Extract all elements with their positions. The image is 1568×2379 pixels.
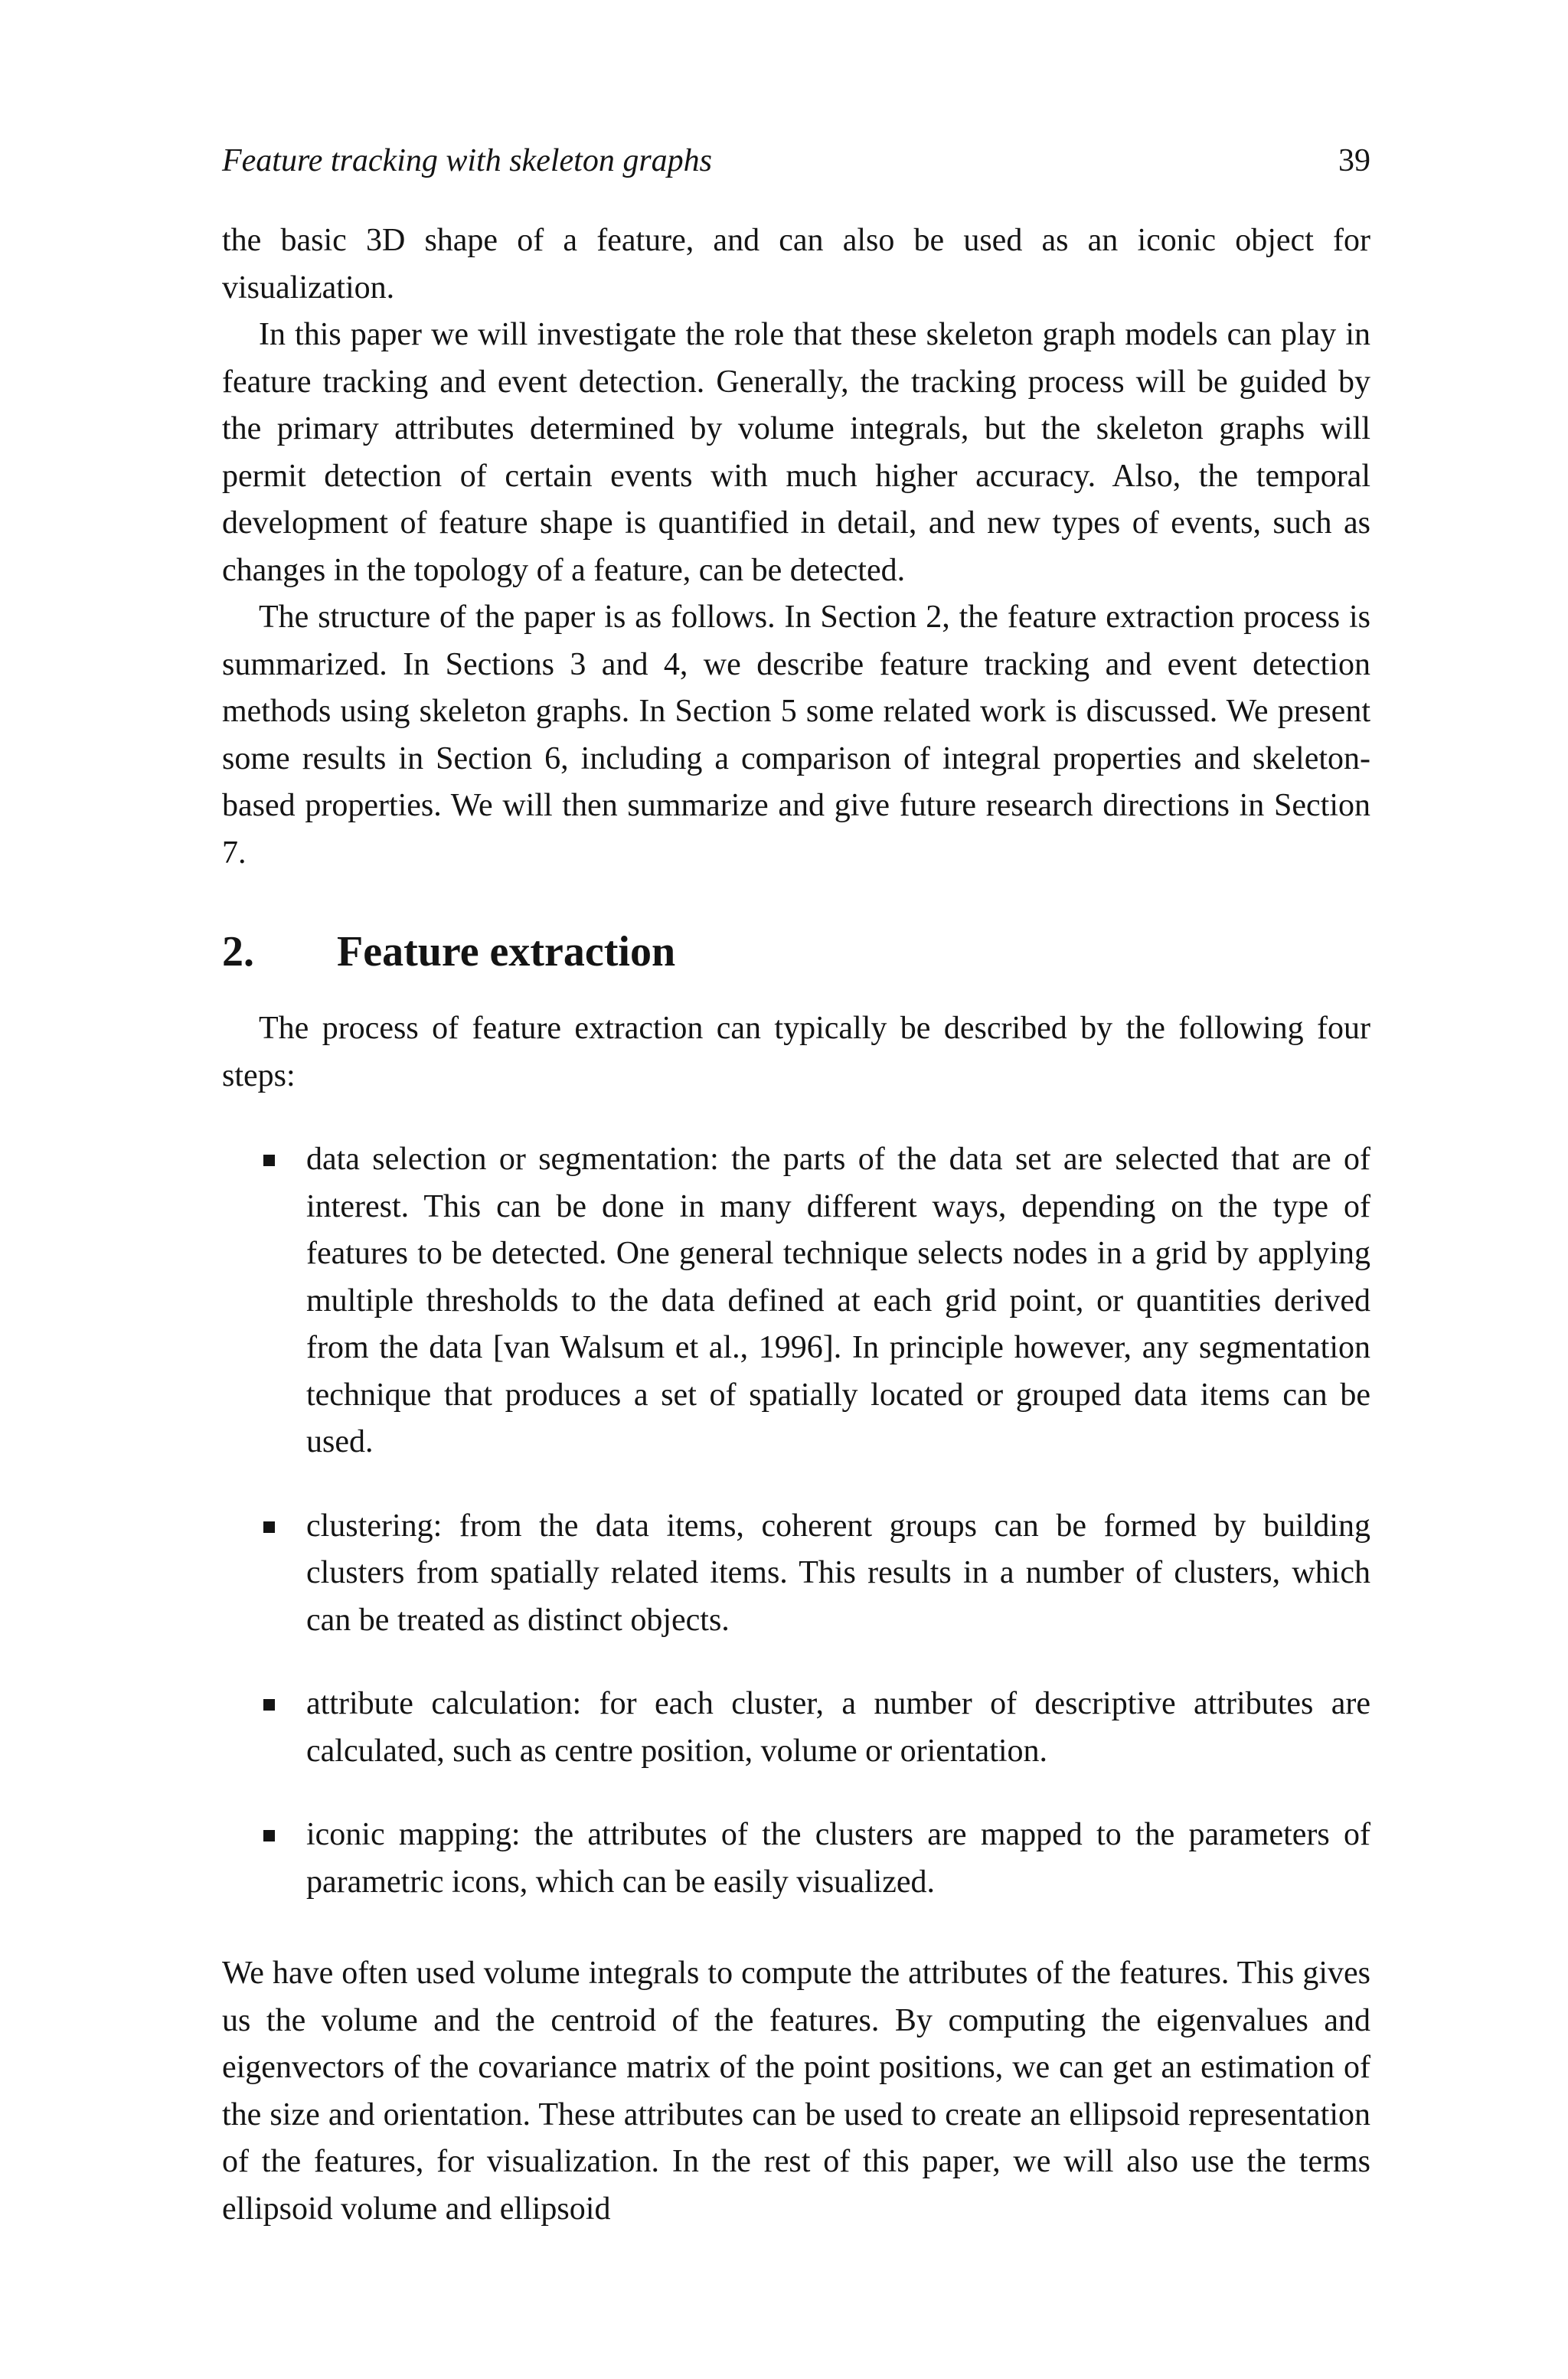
running-header	[222, 138, 1370, 184]
closing-paragraph: We have often used volume integrals to compute the attributes of the features. This gives us the volume and the centroid of the features. By computing the eigenvalues and eigenvectors of the covariance matrix of the point positions, we can get an estimation of the size and orientation. These attributes can be used to create an ellipsoid representation of the features, for visualization. In the rest of this paper, we will also use the terms ellipsoid volume and ellipsoid	[222, 1956, 1370, 2227]
square-bullet-icon	[263, 1830, 275, 1841]
step-text: data selection or segmentation: the parts of the data set are selected that are of interest. This can be done in many different ways, depending on the type of features to be detected. One general technique selects nodes in a grid by applying multiple thresholds to the data defined at each grid point, or quantities derived from the data [van Walsum et al., 1996]. In principle however, any segmentation technique that produces a set of spatially located or grouped data items can be used.	[306, 1142, 1370, 1459]
section-intro-paragraph: The process of feature extraction can typically be described by the following four steps:	[222, 1011, 1370, 1093]
running-title: Feature tracking with skeleton graphs	[222, 143, 713, 178]
step-text: iconic mapping: the attributes of the clusters are mapped to the parameters of parametric icons, which can be easily visualized.	[306, 1817, 1370, 1900]
step-text: attribute calculation: for each cluster, a number of descriptive attributes are calculated, such as centre position, volume or orientation.	[306, 1686, 1370, 1769]
body-text	[222, 217, 1370, 2233]
square-bullet-icon	[263, 1155, 275, 1166]
feature-extraction-steps	[222, 1136, 1370, 1906]
list-item	[222, 1812, 1370, 1906]
paper-page	[222, 138, 1370, 2233]
page-number: 39	[1338, 143, 1370, 178]
step-text: clustering: from the data items, coherent groups can be formed by building clusters from spatially related items. This results in a number of clusters, which can be treated as distinct objects.	[306, 1508, 1370, 1638]
list-item	[222, 1681, 1370, 1775]
square-bullet-icon	[263, 1699, 275, 1711]
list-item	[222, 1503, 1370, 1645]
square-bullet-icon	[263, 1521, 275, 1533]
intro-paragraph-1: the basic 3D shape of a feature, and can also be used as an iconic object for visualization.	[222, 223, 1370, 306]
list-item	[222, 1136, 1370, 1466]
section-title: Feature extraction	[337, 928, 676, 975]
section-number: 2.	[222, 928, 254, 975]
intro-paragraph-2: In this paper we will investigate the role that these skeleton graph models can play in feature tracking and event detection. Generally, the tracking process will be guided by the primary attributes determined by volume integrals, but the skeleton graphs will permit detection of certain events with much higher accuracy. Also, the temporal development of feature shape is quantified in detail, and new types of events, such as changes in the topology of a feature, can be detected.	[222, 317, 1370, 588]
intro-paragraph-3: The structure of the paper is as follows. In Section 2, the feature extraction process is summarized. In Sections 3 and 4, we describe feature tracking and event detection methods using skeleton graphs. In Section 5 some related work is discussed. We present some results in Section 6, including a comparison of integral properties and skeleton-based properties. We will then summarize and give future research directions in Section 7.	[222, 600, 1370, 871]
section-heading	[222, 924, 1370, 979]
